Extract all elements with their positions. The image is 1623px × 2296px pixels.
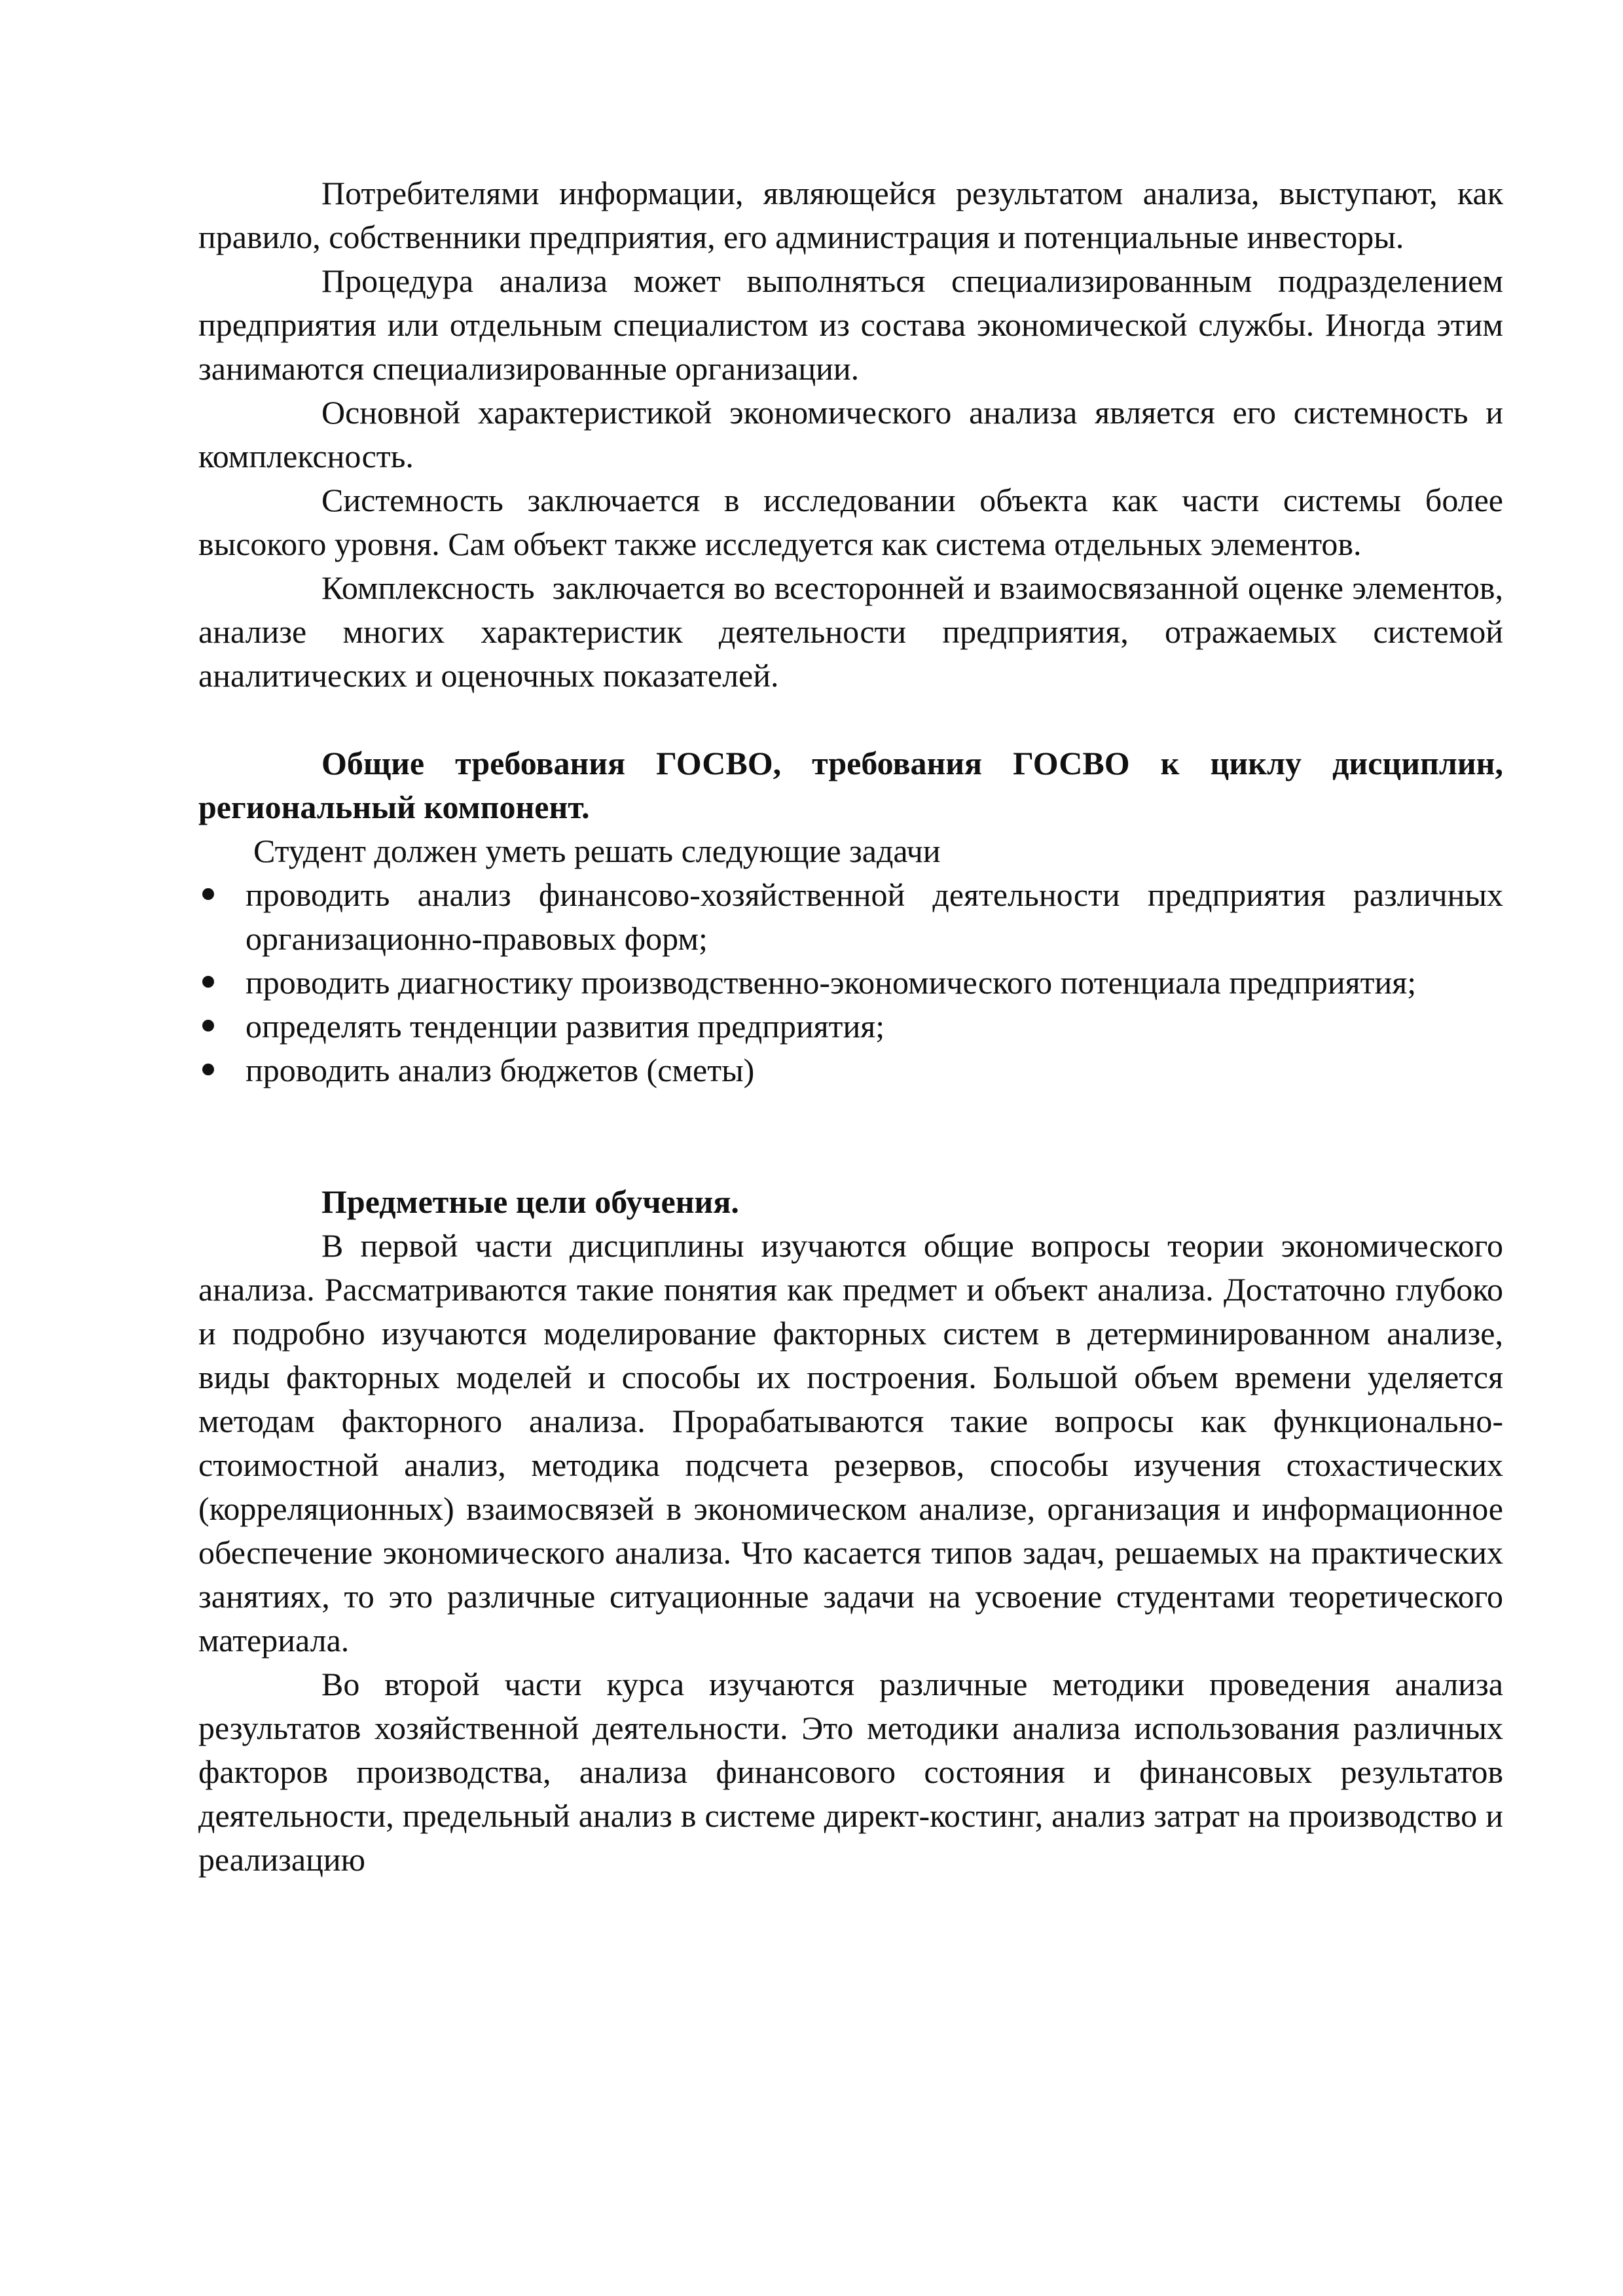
document-body: [198, 171, 1512, 1882]
spacer: [198, 1092, 1503, 1180]
paragraph-procedure: Процедура анализа может выполняться специализированным подразделением предприятия или отдельным специалистом из состава экономической службы. Иногда этим занимаются специализированные организации.: [198, 262, 1503, 387]
bullet-icon: [202, 888, 214, 900]
bullet-icon: [202, 1064, 214, 1075]
tasks-intro: Студент должен уметь решать следующие задачи: [253, 833, 941, 869]
paragraph-second-part: Во второй части курса изучаются различные методики проведения анализа результатов хозяйственной деятельности. Это методики анализа использования различных факторов производства, анализа финансового состояния и финансовых результатов деятельности, предельный анализ в системе директ-костинг, анализ затрат на производство и реализацию: [198, 1666, 1503, 1878]
list-item-text: проводить анализ бюджетов (сметы): [246, 1052, 755, 1088]
list-item: [198, 1005, 1503, 1049]
section-heading-goals: Предметные цели обучения.: [321, 1183, 739, 1220]
list-item: [198, 961, 1503, 1005]
spacer: [198, 698, 1503, 742]
paragraph-consumers: Потребителями информации, являющейся результатом анализа, выступают, как правило, собственники предприятия, его администрация и потенциальные инвесторы.: [198, 175, 1503, 255]
bullet-icon: [202, 1020, 214, 1031]
paragraph-systemness: Системность заключается в исследовании объекта как части системы более высокого уровня. Сам объект также исследуется как система отдельных элементов.: [198, 482, 1503, 562]
list-item: [198, 873, 1503, 961]
paragraph-complexity: Комплексность заключается во всесторонней и взаимосвязанной оценке элементов, анализе многих характеристик деятельности предприятия, отражаемых системой аналитических и оценочных показателей.: [198, 569, 1512, 694]
list-item-text: проводить диагностику производственно-экономического потенциала предприятия;: [246, 964, 1417, 1001]
section-heading-requirements: Общие требования ГОСВО, требования ГОСВО к циклу дисциплин, региональный компонент.: [198, 745, 1503, 825]
list-item-text: проводить анализ финансово-хозяйственной деятельности предприятия различных организационно-правовых форм;: [246, 876, 1503, 957]
tasks-list: [198, 873, 1503, 1092]
list-item: [198, 1049, 1503, 1092]
paragraph-characteristic: Основной характеристикой экономического анализа является его системность и комплексность.: [198, 394, 1503, 475]
list-item-text: определять тенденции развития предприятия;: [246, 1008, 885, 1045]
paragraph-first-part: В первой части дисциплины изучаются общие вопросы теории экономического анализа. Рассматриваются такие понятия как предмет и объект анализа. Достаточно глубоко и подробно изучаются моделирование факторных систем в детерминированном анализе, виды факторных моделей и способы их построения. Большой объем времени уделяется методам факторного анализа. Прорабатываются такие вопросы как функционально-стоимостной анализ, методика подсчета резервов, способы изучения стохастических (корреляционных) взаимосвязей в экономическом анализе, организация и информационное обеспечение экономического анализа. Что касается типов задач, решаемых на практических занятиях, то это различные ситуационные задачи на усвоение студентами теоретического материала.: [198, 1227, 1503, 1659]
bullet-icon: [202, 976, 214, 988]
